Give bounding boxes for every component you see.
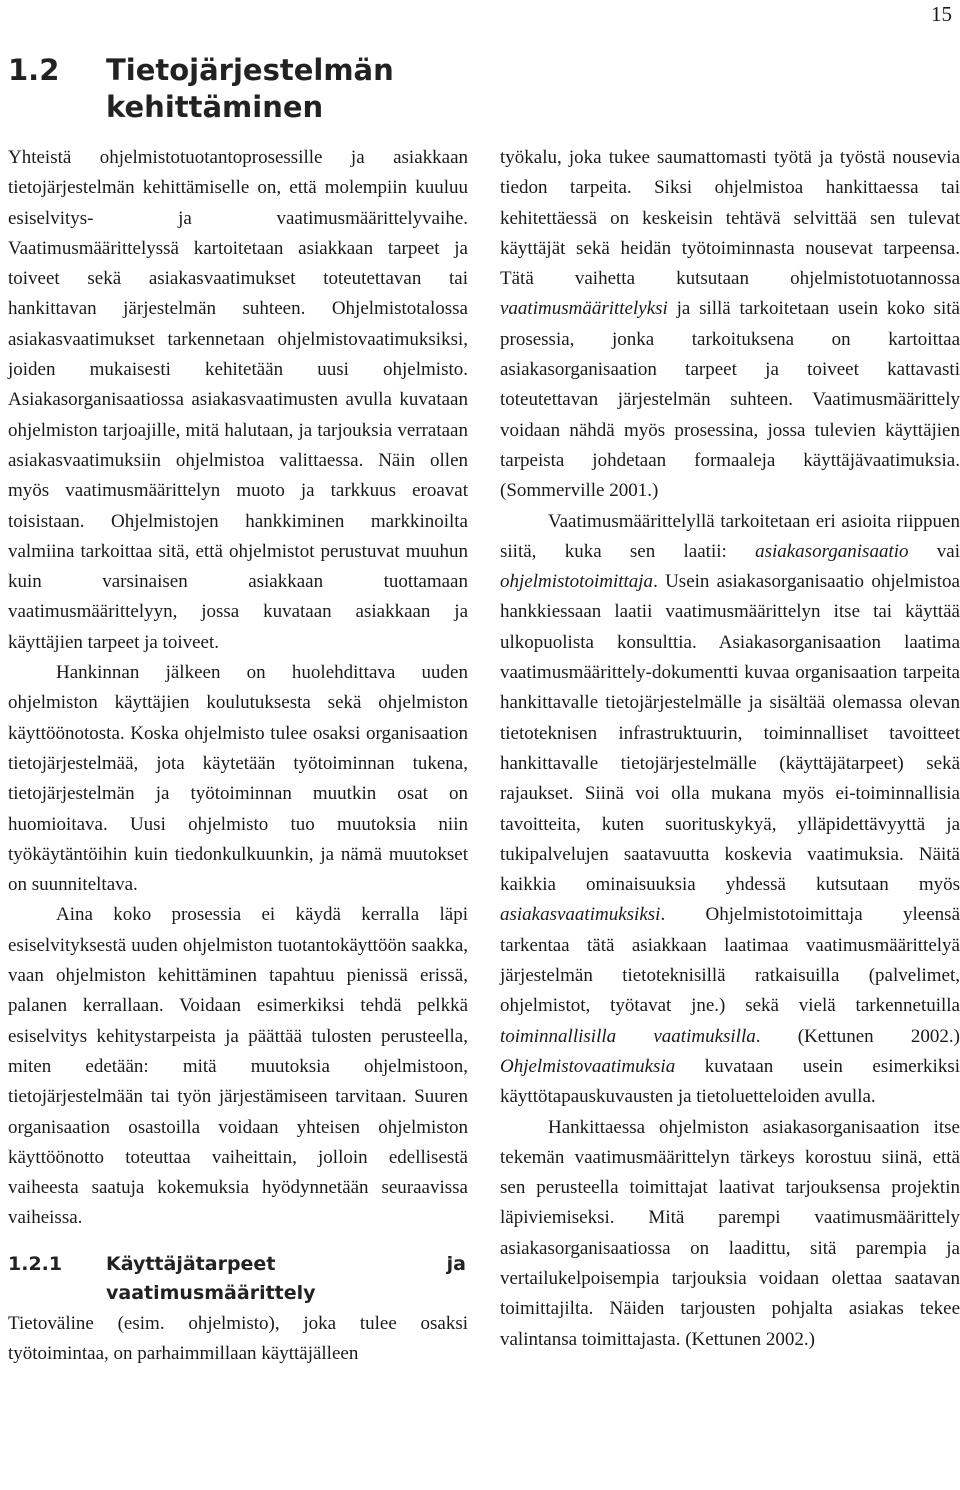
subsection-heading	[8, 1250, 468, 1308]
section-heading	[8, 52, 446, 126]
text-run: . Ohjelmistotoimittaja yleensä tarkentaa tätä asiakkaan laatimaa vaatimusmäärittelyä järjestelmän tietoteknisillä ratkaisuilla (palvelimet, ohjelmistot, työtavat jne.) sekä vielä tarkennetuilla	[500, 904, 960, 1017]
emphasis-term: vaatimusmäärittelyksi	[500, 298, 668, 320]
section-title: Tietojärjestelmän kehittäminen	[106, 53, 394, 124]
text-run: . (Kettunen 2002.)	[755, 1025, 960, 1047]
text-run: Vaatimusmäärittelyllä tarkoitetaan eri asioita riippuen siitä, kuka sen laatii:	[500, 510, 960, 562]
text-run: työkalu, joka tukee saumattomasti työtä ja työstä nousevia tiedon tarpeita. Siksi ohjelmistoa hankittaessa tai kehitettäessä on keskeisin tehtävä selvittää sen tulevat käyttäjät sekä heidän työtoiminnasta nousevat tarpeensa. Tätä vaihetta kutsutaan ohjelmistotuotannossa	[500, 147, 960, 290]
emphasis-term: toiminnallisilla vaatimuksilla	[500, 1025, 756, 1047]
emphasis-term: Ohjelmistovaatimuksia	[500, 1055, 676, 1077]
text-run: . Usein asiakasorganisaatio ohjelmistoa hankkiessaan laatii vaatimusmäärittelyn itse tai käyttää ulkopuolista konsulttia. Asiakasorganisaation laatima vaatimusmäärittely-dokumentti kuvaa organisaation tarpeita hankittavalle tietojärjestelmälle ja sisältää olemassa olevan tietoteknisen infrastruktuurin, toiminnalliset tavoitteet hankittavalle tietojärjestelmälle (käyttäjätarpeet) sekä rajaukset. Siinä voi olla mukana myös ei-toiminnallisia tavoitteita, kuten suorituskykyä, ylläpidettävyyttä ja tukipalvelujen saatavuutta koskevia vaatimuksia. Näitä kaikkia ominaisuuksia yhdessä kutsutaan myös	[500, 571, 960, 896]
emphasis-term: asiakasvaatimuksiksi	[500, 904, 661, 926]
left-paragraph-2: Hankinnan jälkeen on huolehdittava uuden ohjelmiston käyttäjien koulutuksesta sekä ohjelmiston käyttöönotosta. Koska ohjelmisto tulee osaksi organisaation tietojärjestelmää, jota käytetään työtoiminnan tukena, tietojärjestelmän ja työtoiminnan muutkin osat on huomioitava. Uusi ohjelmisto tuo muutoksia niin työkäytäntöihin kuin tiedonkulkuunkin, ja nämä muutokset on suunniteltava.	[8, 662, 468, 896]
left-paragraph-3: Aina koko prosessia ei käydä kerralla läpi esiselvityksestä uuden ohjelmiston tuotantokäyttöön saakka, vaan ohjelmiston kehittäminen tapahtuu pienissä erissä, palanen kerrallaan. Voidaan esimerkiksi tehdä pelkkä esiselvitys kehitystarpeista ja päättää tulosten perusteella, miten edetään: mitä muutoksia ohjelmistoon, tietojärjestelmään tai työn järjestämiseen tarvitaan. Suuren organisaation osastoilla voidaan yhteisen ohjelmiston käyttöönotto toteuttaa vaiheittain, jolloin edellisestä vaiheesta saatuja kokemuksia hyödynnetään seuraavissa vaiheissa.	[8, 904, 468, 1229]
right-paragraph-3: Hankittaessa ohjelmiston asiakasorganisaation itse tekemän vaatimusmäärittelyn tärkeys korostuu siinä, että sen perusteella toimittajat laativat tarjouksensa projektin läpiviemiseksi. Mitä parempi vaatimusmäärittely asiakasorganisaatiossa on laadittu, sitä parempia ja vertailukelpoisempia tarjouksia voidaan olettaa saatavan toimittajilta. Näiden tarjousten pohjalta asiakas tekee valintansa toimittajasta. (Kettunen 2002.)	[500, 1116, 960, 1350]
emphasis-term: ohjelmistotoimittaja	[500, 571, 654, 593]
text-run: ja sillä tarkoitetaan usein koko sitä prosessia, jonka tarkoituksena on kartoittaa asiakasorganisaation tarpeet ja toiveet kattavasti toteutettavan järjestelmän suhteen. Vaatimusmäärittely voidaan nähdä myös prosessina, jossa tulevien käyttäjien tarpeista johdetaan formaaleja käyttäjävaatimuksia. (Sommerville 2001.)	[500, 298, 960, 502]
right-paragraph-1	[500, 143, 960, 507]
left-paragraph-4: Tietoväline (esim. ohjelmisto), joka tulee osaksi työtoimintaa, on parhaimmillaan käyttäjälleen	[8, 1312, 468, 1364]
text-run: kuvataan usein esimerkiksi käyttötapauskuvausten ja tietoluetteloiden avulla.	[500, 1055, 960, 1108]
page-number: 15	[931, 2, 952, 26]
subsection-title: Käyttäjätarpeet ja vaatimusmäärittely	[106, 1252, 466, 1304]
right-paragraph-2	[500, 507, 960, 1113]
left-paragraph-1: Yhteistä ohjelmistotuotantoprosessille ja asiakkaan tietojärjestelmän kehittämiselle on, että molempiin kuuluu esiselvitys- ja vaatimusmäärittelyvaihe. Vaatimusmäärittelyssä kartoitetaan asiakkaan tarpeet ja toiveet sekä asiakasvaatimukset toteutettavan tai hankittavan järjestelmän suhteen. Ohjelmistotalossa asiakasvaatimukset tarkennetaan ohjelmistovaatimuksiksi, joiden mukaisesti kehitetään uusi ohjelmisto. Asiakasorganisaatiossa asiakasvaatimusten avulla kuvataan ohjelmiston tarjoajille, mitä halutaan, ja tarjouksia verrataan asiakasvaatimuksiin ohjelmistoa valittaessa. Näin ollen myös vaatimusmäärittelyn muoto ja tarkkuus eroavat toisistaan. Ohjelmistojen hankkiminen markkinoilta valmiina tarkoittaa sitä, että ohjelmistot perustuvat muuhun kuin varsinaisen asiakkaan tuottamaan vaatimusmäärittelyyn, jossa kuvataan asiakkaan ja käyttäjien tarpeet ja toiveet.	[8, 147, 468, 653]
emphasis-term: asiakasorganisaatio	[755, 540, 909, 562]
text-run: vai	[908, 540, 960, 562]
section-number: 1.2	[8, 53, 60, 87]
subsection-number: 1.2.1	[8, 1252, 63, 1275]
